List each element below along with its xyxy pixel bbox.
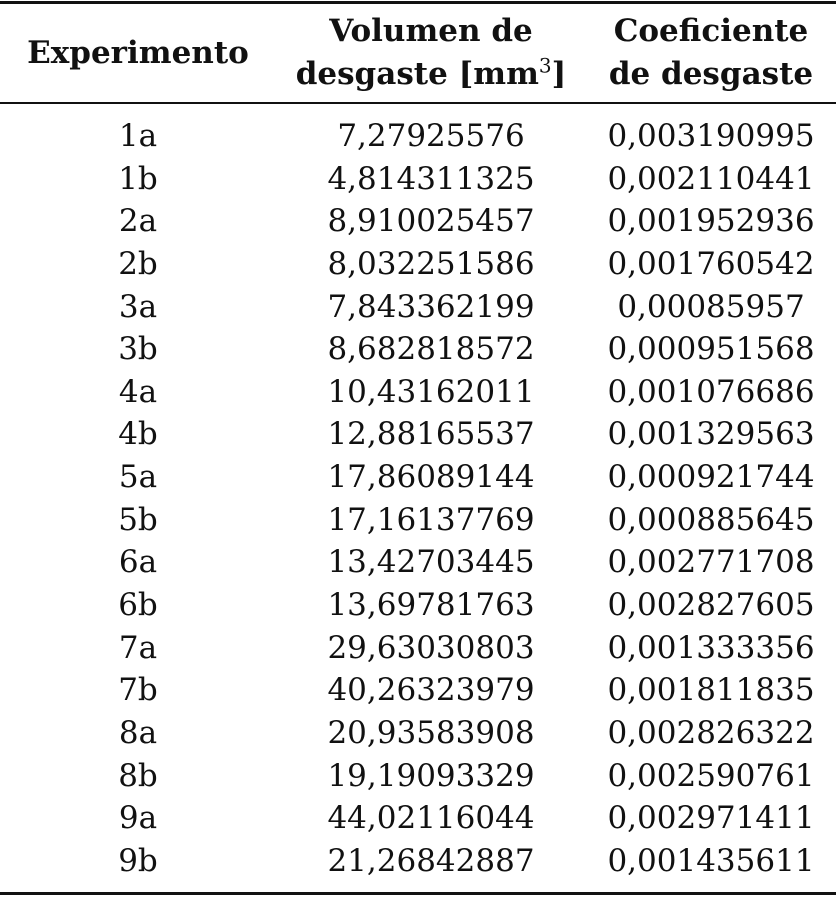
cell-wear-coefficient: 0,001435611 — [607, 842, 815, 879]
cell-wear-coefficient: 0,00085957 — [617, 288, 805, 325]
table-row — [0, 200, 836, 243]
header-wear-volume-line1: Volumen de — [329, 13, 533, 49]
cell-wear-volume: 4,814311325 — [327, 160, 535, 197]
table-row — [0, 115, 836, 158]
cell-wear-volume: 8,682818572 — [327, 331, 535, 368]
cell-experiment: 5a — [118, 459, 158, 496]
cell-experiment: 4b — [118, 416, 158, 453]
cell-wear-volume: 12,88165537 — [327, 416, 535, 453]
table-row — [0, 286, 836, 329]
table-row — [0, 627, 836, 670]
cell-wear-coefficient: 0,001329563 — [607, 416, 815, 453]
bottom-rule — [0, 892, 836, 895]
table-row — [0, 328, 836, 371]
table-row — [0, 584, 836, 627]
cell-wear-coefficient: 0,002971411 — [607, 800, 815, 837]
cell-wear-volume: 40,26323979 — [327, 672, 535, 709]
header-wear-volume — [276, 4, 586, 102]
cell-wear-volume: 8,032251586 — [327, 245, 535, 282]
cell-experiment: 1a — [118, 118, 158, 154]
cell-wear-coefficient: 0,003190995 — [607, 118, 815, 154]
table-row — [0, 158, 836, 201]
header-experiment-label: Experimento — [27, 34, 249, 71]
cell-experiment: 4a — [118, 373, 158, 410]
cell-wear-coefficient: 0,002590761 — [607, 757, 815, 794]
cell-wear-coefficient: 0,001952936 — [607, 203, 815, 240]
cell-wear-coefficient: 0,001811835 — [607, 672, 815, 709]
cell-wear-coefficient: 0,001333356 — [607, 629, 815, 666]
cell-experiment: 6a — [118, 544, 158, 581]
cell-experiment: 9b — [118, 842, 158, 879]
cell-wear-volume: 8,910025457 — [327, 203, 535, 240]
cell-experiment: 3b — [118, 331, 158, 368]
cell-wear-coefficient: 0,000951568 — [607, 331, 815, 368]
cell-experiment: 2a — [118, 203, 158, 240]
cell-experiment: 9a — [118, 800, 158, 837]
cell-experiment: 5b — [118, 501, 158, 538]
header-wear-volume-unit-exponent: 3 — [538, 53, 552, 78]
cell-wear-coefficient: 0,002771708 — [607, 544, 815, 581]
cell-wear-volume: 13,42703445 — [327, 544, 535, 581]
cell-experiment: 7a — [118, 629, 158, 666]
cell-wear-volume: 20,93583908 — [327, 714, 535, 751]
cell-wear-coefficient: 0,000885645 — [607, 501, 815, 538]
header-rule — [0, 102, 836, 104]
table-row — [0, 541, 836, 584]
table-row — [0, 243, 836, 286]
cell-wear-volume: 13,69781763 — [327, 587, 535, 624]
header-wear-coefficient-line2: de desgaste — [608, 56, 814, 92]
table-header — [0, 4, 836, 102]
table-row — [0, 456, 836, 499]
cell-experiment: 2b — [118, 245, 158, 282]
cell-wear-coefficient: 0,002826322 — [607, 714, 815, 751]
cell-wear-coefficient: 0,002827605 — [607, 587, 815, 624]
cell-wear-volume: 44,02116044 — [327, 800, 535, 837]
table-row — [0, 371, 836, 414]
cell-wear-volume: 19,19093329 — [327, 757, 535, 794]
cell-experiment: 8a — [118, 714, 158, 751]
table-row — [0, 669, 836, 712]
cell-wear-coefficient: 0,001760542 — [607, 245, 815, 282]
cell-wear-volume: 17,16137769 — [327, 501, 535, 538]
cell-experiment: 7b — [118, 672, 158, 709]
cell-wear-volume: 7,27925576 — [337, 118, 525, 154]
cell-wear-coefficient: 0,002110441 — [607, 160, 815, 197]
cell-experiment: 3a — [118, 288, 158, 325]
table-row — [0, 712, 836, 755]
table-body — [0, 115, 836, 883]
cell-wear-volume: 17,86089144 — [327, 459, 535, 496]
header-wear-coefficient-line1: Coeficiente — [613, 13, 809, 49]
header-wear-volume-unit-prefix: desgaste [mm — [295, 56, 539, 92]
cell-wear-coefficient: 0,000921744 — [607, 459, 815, 496]
table-row — [0, 755, 836, 798]
cell-wear-volume: 10,43162011 — [327, 373, 535, 410]
cell-experiment: 1b — [118, 160, 158, 197]
cell-experiment: 8b — [118, 757, 158, 794]
header-experiment — [0, 4, 276, 102]
cell-wear-coefficient: 0,001076686 — [607, 373, 815, 410]
table-row — [0, 797, 836, 840]
table-row — [0, 413, 836, 456]
cell-wear-volume: 29,63030803 — [327, 629, 535, 666]
cell-experiment: 6b — [118, 587, 158, 624]
header-wear-volume-unit-suffix: ] — [551, 56, 567, 92]
table-row — [0, 499, 836, 542]
header-wear-volume-line2 — [296, 53, 567, 96]
cell-wear-volume: 21,26842887 — [327, 842, 535, 879]
header-wear-coefficient — [586, 4, 836, 102]
cell-wear-volume: 7,843362199 — [327, 288, 535, 325]
table-row — [0, 840, 836, 883]
